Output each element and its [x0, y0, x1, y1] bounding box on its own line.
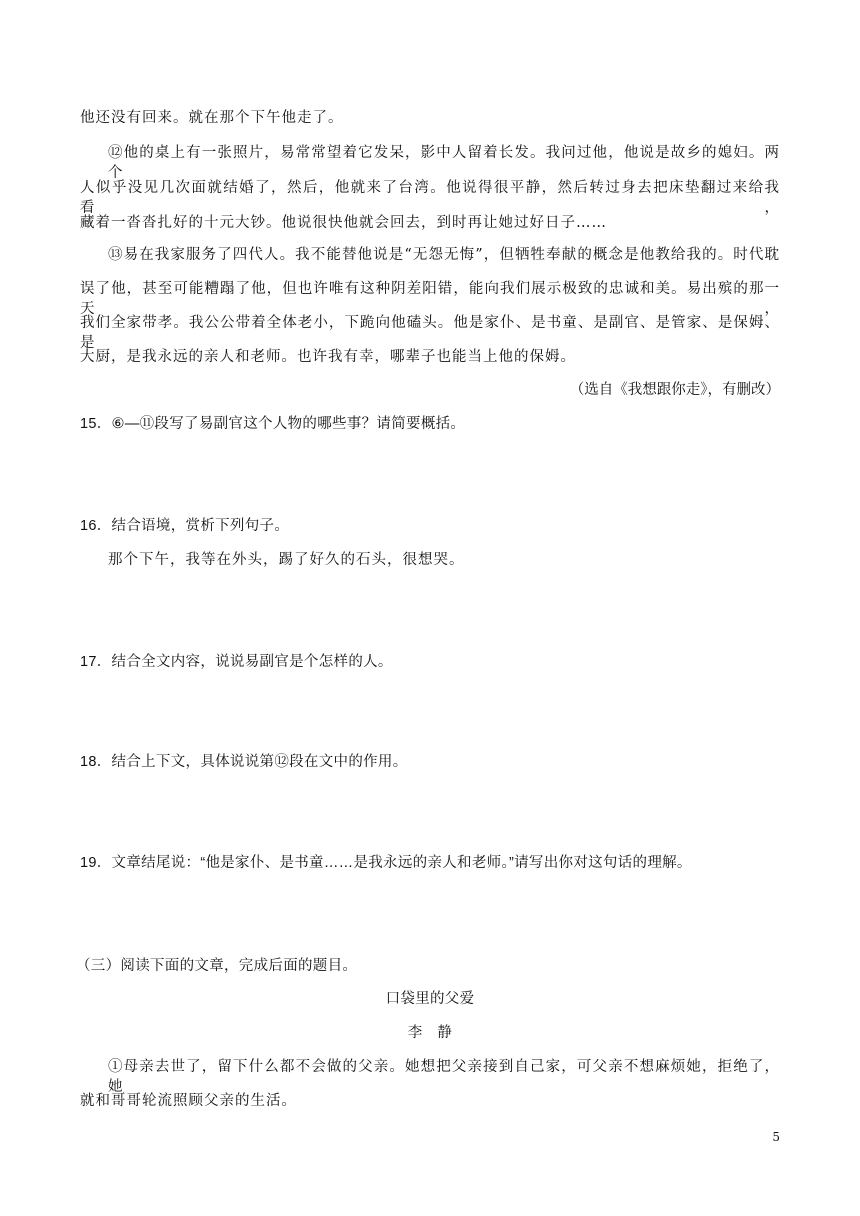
- question-19: 19．文章结尾说：“他是家仆、是书童……是我永远的亲人和老师。”请写出你对这句话的理解。: [80, 855, 692, 871]
- paragraph-13-line-4: 大厨，是我永远的亲人和老师。也许我有幸，哪辈子也能当上他的保姆。: [80, 349, 576, 365]
- section-3-heading: （三）阅读下面的文章，完成后面的题目。: [76, 958, 358, 974]
- article-title: 口袋里的父爱: [385, 991, 475, 1007]
- article-author: 李 静: [407, 1025, 453, 1041]
- paragraph-13-line-1: ⑬易在我家服务了四代人。我不能替他说是“无怨无悔”，但牺牲奉献的概念是他教给我的。时代耽: [108, 247, 780, 263]
- question-16-quote: 那个下午，我等在外头，踢了好久的石头，很想哭。: [108, 552, 465, 568]
- paragraph-13-line-2: 误了他，甚至可能糟蹋了他，但也许唯有这种阴差阳错，能向我们展示极致的忠诚和美。易出殡的那一天，: [80, 281, 780, 317]
- question-18: 18．结合上下文，具体说说第⑫段在文中的作用。: [80, 754, 408, 770]
- question-16: 16．结合语境，赏析下列句子。: [80, 518, 290, 534]
- question-15: 15．⑥—⑪段写了易副官这个人物的哪些事？请简要概括。: [80, 416, 466, 432]
- paragraph-12-line-1: ⑫他的桌上有一张照片，易常常望着它发呆，影中人留着长发。我问过他，他说是故乡的媳妇。两个: [108, 145, 780, 181]
- source-citation: （选自《我想跟你走》，有删改）: [569, 382, 780, 398]
- paragraph-13-line-3: 我们全家带孝。我公公带着全体老小，下跪向他磕头。他是家仆、是书童、是副官、是管家、是保姆、是: [80, 315, 780, 351]
- page-number: 5: [772, 1130, 780, 1144]
- paragraph-12-line-2: 人似乎没见几次面就结婚了，然后，他就来了台湾。他说得很平静，然后转过身去把床垫翻过来给我看，: [80, 180, 780, 216]
- paragraph-12-line-3: 藏着一沓沓扎好的十元大钞。他说很快他就会回去，到时再让她过好日子……: [80, 215, 607, 231]
- paragraph-11-tail: 他还没有回来。就在那个下午他走了。: [80, 110, 344, 126]
- article-paragraph-1-line-2: 就和哥哥轮流照顾父亲的生活。: [80, 1093, 297, 1109]
- question-17: 17．结合全文内容，说说易副官是个怎样的人。: [80, 654, 393, 670]
- article-paragraph-1-line-1: ①母亲去世了，留下什么都不会做的父亲。她想把父亲接到自己家，可父亲不想麻烦她，拒绝了，她: [108, 1059, 780, 1095]
